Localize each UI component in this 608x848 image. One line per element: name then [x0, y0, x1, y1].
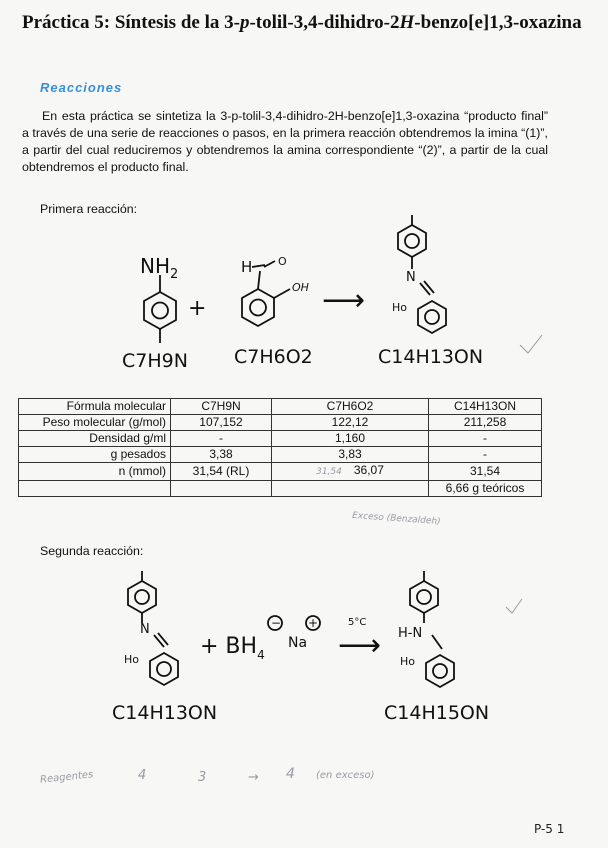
svg-text:+ BH4: + $BH_4$ [200, 634, 265, 662]
table-header-row: Fórmula molecular C7H9N C7H6O2 C14H13ON [19, 399, 542, 415]
svg-text:C7H6O2: C7H6O2 [234, 346, 313, 368]
svg-text:+: + [308, 616, 319, 630]
svg-text:H-N: H-N [398, 626, 423, 641]
reaction1-heading: Primera reacción: [40, 202, 138, 216]
table-row: Densidad g/ml - 1,160 - [19, 431, 542, 447]
svg-text:−: − [271, 616, 282, 630]
reaction2-heading: Segunda reacción: [40, 544, 144, 558]
table-row: n (mmol) 31,54 (RL) 31,54 36,07 31,54 [19, 463, 542, 481]
intro-paragraph: En esta práctica se sintetiza la 3-p-tolil-3,4-dihidro-2H-benzo[e]1,3-oxazina “producto final” a través de una serie de reacciones o pasos, en la primera reacción obtendremos la imina “(1)”, a partir del cual reduciremos y obtendremos la amina correspondiente “(2)”, a partir de la cual obtendremos el producto final. [22, 109, 548, 174]
svg-text:C14H13ON: C14H13ON [378, 346, 484, 368]
section-heading: Reacciones [40, 80, 123, 95]
svg-text:C14H15ON: C14H15ON [384, 702, 490, 724]
table-row: Peso molecular (g/mol) 107,152 122,12 211,258 [19, 415, 542, 431]
svg-text:Ho: Ho [400, 655, 416, 668]
reaction1-scheme [0, 215, 608, 385]
svg-text:NH2: $NH_2$ [140, 254, 179, 282]
svg-text:Ho: Ho [124, 653, 140, 666]
svg-text:H: H [241, 258, 253, 276]
svg-text:N: N [140, 622, 150, 637]
faint-ratio-c: 4 [286, 766, 295, 782]
svg-text:Ho: Ho [392, 301, 408, 314]
reagents-table [18, 398, 542, 497]
svg-text:Na: Na [288, 635, 308, 651]
svg-text:O: O [278, 255, 287, 268]
svg-text:C14H13ON: C14H13ON [112, 702, 218, 724]
page-number: P-5 1 [534, 822, 565, 836]
page-title: Práctica 5: Síntesis de la 3-p-tolil-3,4-dihidro-2H-benzo[e]1,3-oxazina [22, 12, 582, 33]
faint-ratio-note: (en exceso) [316, 770, 375, 781]
faint-reagents-note: Reagentes [39, 769, 94, 786]
svg-text:+: + [188, 296, 207, 321]
reaction2-scheme [0, 565, 608, 725]
svg-text:⟶: ⟶ [338, 628, 382, 663]
table-row: g pesados 3,38 3,83 - [19, 447, 542, 463]
faint-ratio-a: 4 [138, 768, 147, 783]
svg-text:OH: OH [292, 281, 309, 294]
faint-ratio-b: 3 [198, 770, 207, 785]
faint-excess-note: Exceso (Benzaldeh) [351, 510, 441, 528]
faint-ratio-arrow: → [248, 770, 259, 785]
svg-text:⟶: ⟶ [322, 283, 366, 318]
faint-note: 31,54 [316, 467, 342, 477]
svg-text:C7H9N: C7H9N [122, 350, 188, 372]
svg-text:5°C: 5°C [348, 617, 367, 628]
svg-text:N: N [406, 270, 416, 285]
table-row: 6,66 g teóricos [19, 481, 542, 497]
